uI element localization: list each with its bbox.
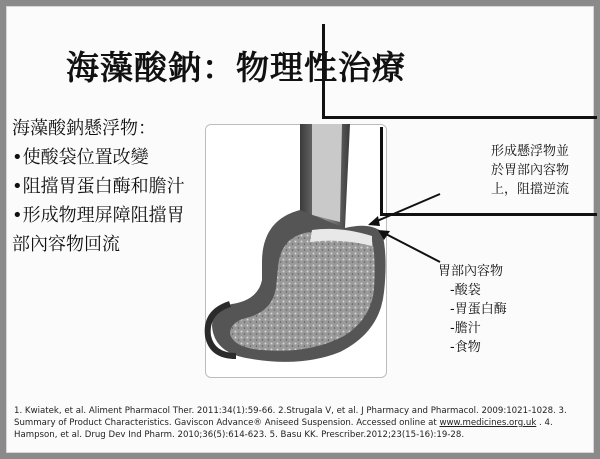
slide-title: 海藻酸鈉：物理性治療 [66,48,406,87]
bullet-item-continued: 部內容物回流 [12,234,120,255]
references [14,405,584,441]
callout-contents-text [438,262,558,357]
callout-contents-item: -酸袋 [450,283,481,298]
callout-contents-item: -胃蛋白酶 [450,302,507,317]
callout-raft-line: 上，阻擋逆流 [490,182,569,197]
callout-contents-heading: 胃部內容物 [438,264,504,279]
callout-contents-item: -食物 [450,340,481,355]
reference-text: . 4. [536,418,553,428]
bullet-item: •阻擋胃蛋白酶和膽汁 [12,176,185,197]
reference-link[interactable]: www.medicines.org.uk [439,418,537,428]
reference-line [14,417,584,429]
callout-contents-item: -膽汁 [450,321,481,336]
bullet-item: •使酸袋位置改變 [12,147,149,168]
esophagus-lumen [312,124,342,222]
callout-raft-line: 形成懸浮物並 [490,144,569,159]
bullet-item: •形成物理屏障阻擋胃 [12,205,185,226]
callout-raft-text [470,142,590,199]
reference-text: Summary of Product Characteristics. Gaviscon Advance® Aniseed Suspension. Accessed online at [14,418,440,428]
reference-line: 1. Kwiatek, et al. Aliment Pharmacol Ther. 2011:34(1):59-66. 2.Strugala V, et al. J Pharmacy and Pharmacol. 2009:1021-1028. 3. [14,406,567,416]
bullet-heading: 海藻酸鈉懸浮物： [12,118,156,139]
arrow-raft-head-icon [368,216,380,226]
arrow-contents-line [382,232,440,262]
callout-raft-line: 於胃部內容物 [490,163,569,178]
reference-line: Hampson, et al. Drug Dev Ind Pharm. 2010;36(5):614-623. 5. Basu KK. Prescriber.2012;23(15-16):19-28. [14,430,465,440]
